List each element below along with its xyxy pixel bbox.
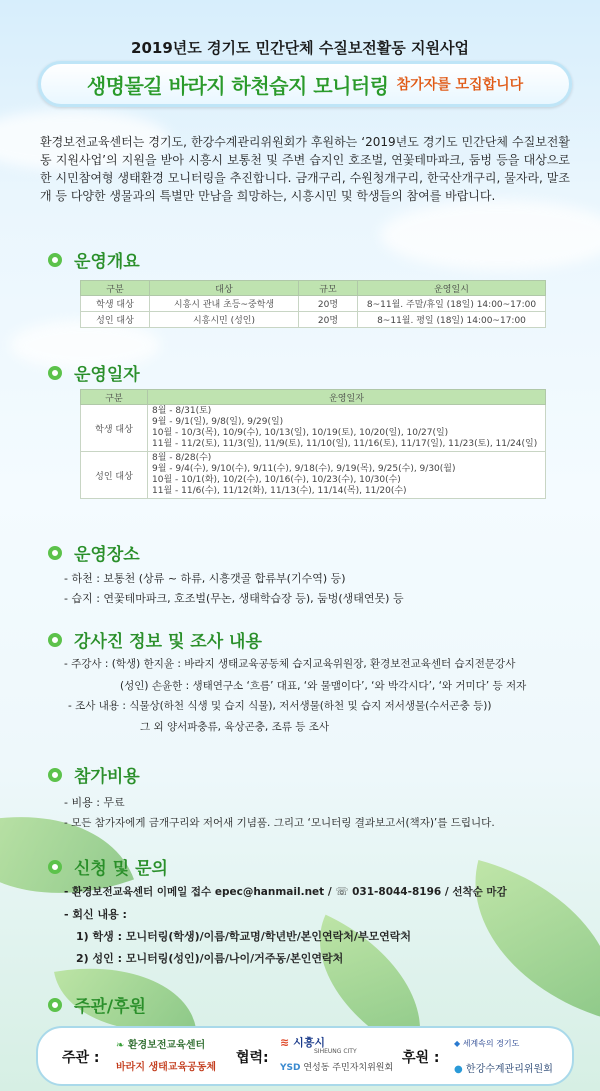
table-header: 구분: [81, 390, 148, 405]
banner-main-title: 생명물길 바라지 하천습지 모니터링: [86, 73, 389, 98]
table-cell: 20명: [299, 312, 358, 328]
apply-line: 1) 학생 : 모니터링(학생)/이름/학교명/학년반/본인연락처/부모연락처: [76, 930, 411, 943]
schedule-line: 9월 - 9/1(일), 9/8(일), 9/29(일): [152, 417, 284, 427]
host-label: 주관 :: [62, 1050, 100, 1066]
coop-label: 협력:: [236, 1050, 269, 1066]
schedule-line: 11월 - 11/6(수), 11/12(화), 11/13(수), 11/14(목), 11/20(수): [152, 486, 407, 496]
overview-table: [80, 280, 546, 328]
support-label: 후원 :: [402, 1050, 440, 1066]
leaf-icon: ❧: [116, 1040, 125, 1051]
coop-logo-1: ≋ 시흥시: [280, 1036, 325, 1049]
table-cell: 8~11월. 평일 (18일) 14:00~17:00: [358, 312, 546, 328]
section-title: 신청 및 문의: [74, 859, 168, 879]
instructor-line: 그 외 양서파충류, 육상곤충, 조류 등 조사: [140, 721, 329, 733]
top-title: 2019년도 경기도 민간단체 수질보전활동 지원사업: [131, 39, 469, 57]
host-logo-2: 바라지 생태교육공동체: [116, 1062, 217, 1073]
title-banner: [38, 61, 572, 107]
schedule-line: 9월 - 9/4(수), 9/10(수), 9/11(수), 9/18(수), 9/19(목), 9/25(수), 9/30(월): [152, 464, 456, 474]
section-apply: [48, 854, 168, 879]
ysd-icon: YSD: [280, 1063, 301, 1073]
bullet-icon: [48, 253, 62, 267]
table-row: [81, 452, 546, 499]
fee-line: - 비용 : 무료: [64, 796, 125, 809]
section-host: [48, 992, 146, 1017]
table-header: 운영일시: [358, 281, 546, 296]
bullet-icon: [48, 546, 62, 560]
table-header: 운영일자: [148, 390, 546, 405]
schedule-line: 8월 - 8/28(수): [152, 453, 212, 463]
host-logo-1: ❧ 환경보전교육센터: [116, 1040, 206, 1051]
section-place: [48, 540, 140, 565]
instructor-line: - 조사 내용 : 식물상(하천 식생 및 습지 식물), 저서생물(하천 및 습지 저서생물(수서곤충 등)): [68, 700, 492, 712]
section-title: 운영장소: [74, 545, 140, 565]
table-header: 대상: [150, 281, 299, 296]
table-cell: 20명: [299, 296, 358, 312]
bullet-icon: [48, 768, 62, 782]
table-row: [81, 405, 546, 452]
sponsor-box: [36, 1026, 574, 1086]
bullet-icon: [48, 860, 62, 874]
schedule-line: 11월 - 11/2(토), 11/3(일), 11/9(토), 11/10(일), 11/16(토), 11/17(일), 11/23(토), 11/24(일): [152, 439, 538, 449]
wave-icon: ≋: [280, 1036, 290, 1049]
schedule-table: [80, 389, 546, 499]
table-cell: [148, 405, 546, 452]
gyeonggi-icon: ◆: [454, 1039, 461, 1048]
schedule-line: 10월 - 10/1(화), 10/2(수), 10/16(수), 10/23(수), 10/30(수): [152, 475, 401, 485]
water-drop-icon: ●: [454, 1064, 463, 1075]
bullet-icon: [48, 633, 62, 647]
apply-line: - 회신 내용 :: [64, 908, 127, 921]
table-cell: 8~11월. 주말/휴일 (18일) 14:00~17:00: [358, 296, 546, 312]
section-overview: [48, 247, 140, 272]
section-instructor: [48, 627, 262, 652]
apply-line: 2) 성인 : 모니터링(성인)/이름/나이/거주동/본인연락처: [76, 952, 344, 965]
section-title: 강사진 정보 및 조사 내용: [74, 632, 262, 652]
bullet-icon: [48, 366, 62, 380]
table-cell: 시흥시 관내 초등~중학생: [150, 296, 299, 312]
section-fee: [48, 762, 140, 787]
instructor-line: (성인) 손윤한 : 생태연구소 ‘흐름’ 대표, ‘와 물맴이다’, ‘와 박각시다’, ‘와 거미다’ 등 저자: [120, 680, 527, 692]
coop-logo-2: YSD 연성동 주민자치위원회: [280, 1063, 394, 1073]
section-title: 운영개요: [74, 252, 140, 272]
table-row: [81, 296, 546, 312]
table-cell: 성인 대상: [81, 312, 150, 328]
table-header: 구분: [81, 281, 150, 296]
section-title: 운영일자: [74, 365, 140, 385]
place-line: - 하천 : 보통천 (상류 ~ 하류, 시흥갯골 합류부(기수역) 등): [64, 572, 346, 585]
section-schedule: [48, 360, 140, 385]
schedule-line: 10월 - 10/3(목), 10/9(수), 10/13(일), 10/19(토), 10/20(일), 10/27(일): [152, 428, 449, 438]
table-row: [81, 312, 546, 328]
instructor-line: - 주강사 : (학생) 한지윤 : 바라지 생태교육공동체 습지교육위원장, 환경보전교육센터 습지전문강사: [64, 658, 516, 670]
place-line: - 습지 : 연꽃테마파크, 호조벌(무논, 생태학습장 등), 둠벙(생태연못) 등: [64, 592, 404, 605]
coop-logo-1-en: SIHEUNG CITY: [314, 1048, 357, 1055]
table-cell: 학생 대상: [81, 405, 148, 452]
apply-line: - 환경보전교육센터 이메일 접수 epec@hanmail.net / ☏ 031-8044-8196 / 선착순 마감: [64, 886, 507, 898]
schedule-line: 8월 - 8/31(토): [152, 406, 212, 416]
support-logo-1: ◆ 세계속의 경기도: [454, 1039, 520, 1048]
intro-paragraph: 환경보전교육센터는 경기도, 한강수계관리위원회가 후원하는 ‘2019년도 경기도 민간단체 수질보전활동 지원사업’의 지원을 받아 시흥시 보통천 및 주변 습지인 호조벌, 연꽃테마파크, 둠벙 등을 대상으로 한 시민참여형 생태환경 모니터링을 추진합니다. 금개구리, 수원청개구리, 한국산개구리, 물자라, 말조개 등 다양한 생물과의 특별만 만남을 희망하는, 시흥시민 및 학생들의 참여를 바랍니다.: [40, 135, 570, 203]
table-cell: [148, 452, 546, 499]
bullet-icon: [48, 998, 62, 1012]
section-title: 참가비용: [74, 767, 140, 787]
table-cell: 시흥시민 (성인): [150, 312, 299, 328]
support-logo-2: ● 한강수계관리위원회: [454, 1064, 553, 1075]
fee-line: - 모든 참가자에게 금개구리와 저어새 기념품. 그리고 ‘모니터링 결과보고서(책자)’를 드립니다.: [64, 817, 495, 829]
table-header: 규모: [299, 281, 358, 296]
table-cell: 학생 대상: [81, 296, 150, 312]
banner-subtitle: 참가자를 모집합니다: [396, 77, 524, 93]
table-cell: 성인 대상: [81, 452, 148, 499]
section-title: 주관/후원: [74, 997, 146, 1017]
